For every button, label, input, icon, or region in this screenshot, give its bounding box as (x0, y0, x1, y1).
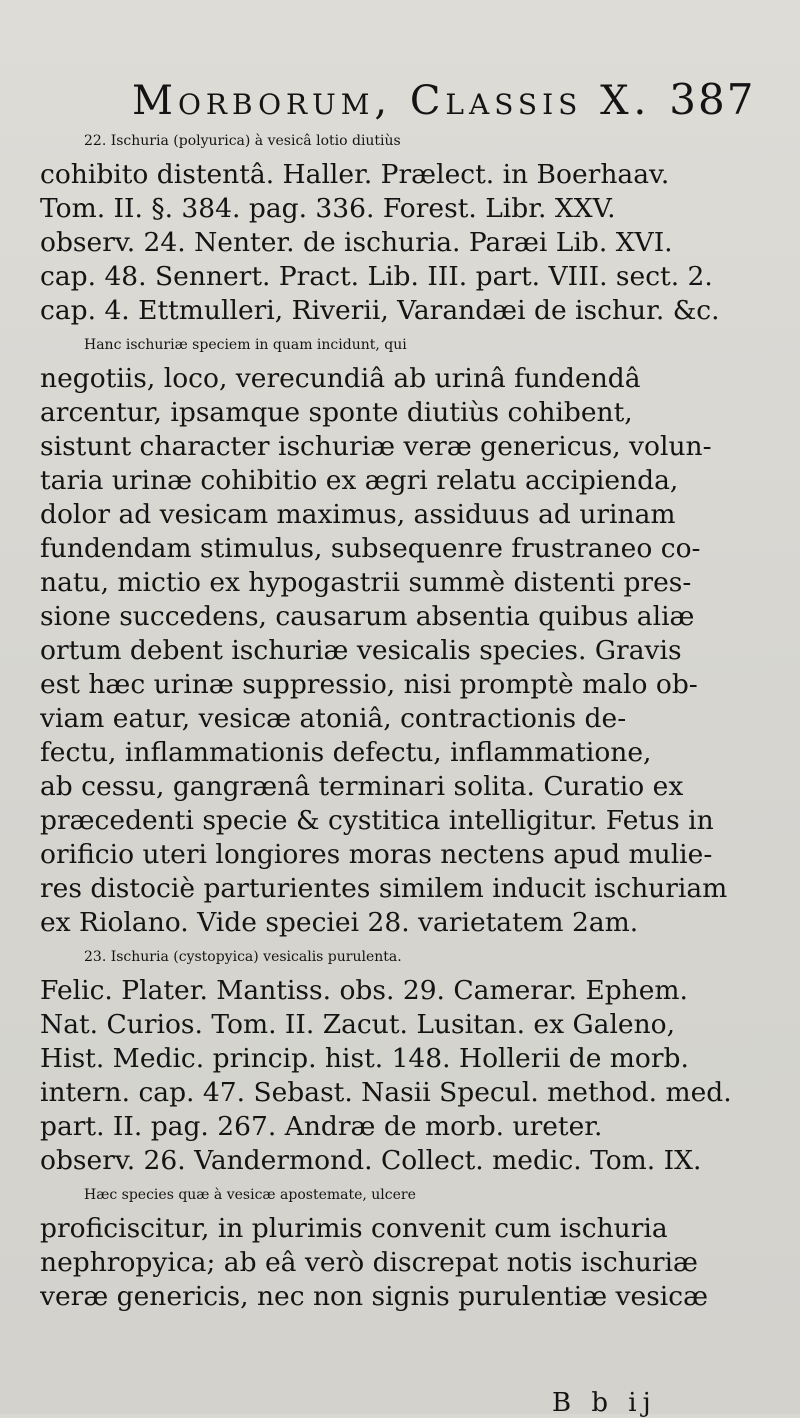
text-line: ortum debent ischuriæ vesicalis species. Gravis (40, 635, 682, 666)
text-line: part. II. pag. 267. Andræ de morb. ureter. (40, 1111, 603, 1142)
text-line: arcentur, ipsamque sponte diutiùs cohibent, (40, 397, 633, 428)
text-line: orificio uteri longiores moras nectens apud mulie- (40, 839, 713, 870)
text-line: nephropyica; ab eâ verò discrepat notis ischuriæ (40, 1247, 698, 1278)
text-line: Nat. Curios. Tom. II. Zacut. Lusitan. ex Galeno, (40, 1009, 676, 1040)
text-line: est hæc urinæ suppressio, nisi promptè malo ob- (40, 669, 698, 700)
text-line: sistunt character ischuriæ veræ genericus, volun- (40, 431, 712, 462)
text-line: Hist. Medic. princip. hist. 148. Hollerii de morb. (40, 1043, 689, 1074)
header-title: Morborum, Classis X. (132, 78, 652, 124)
page-number: 387 (669, 75, 756, 124)
text-line: cohibito distentâ. Haller. Prælect. in Boerhaav. (40, 159, 670, 190)
text-line: observ. 24. Nenter. de ischuria. Paræi Lib. XVI. (40, 227, 673, 258)
text-line: Hanc ischuriæ speciem in quam incidunt, qui (84, 337, 407, 353)
text-line: sione succedens, causarum absentia quibus aliæ (40, 601, 695, 632)
text-line: taria urinæ cohibitio ex ægri relatu accipienda, (40, 465, 679, 496)
text-line: ab cessu, gangrænâ terminari solita. Curatio ex (40, 771, 684, 802)
text-line: observ. 26. Vandermond. Collect. medic. Tom. IX. (40, 1145, 702, 1176)
text-line: viam eatur, vesicæ atoniâ, contractionis de- (40, 703, 627, 734)
text-line: 22. Ischuria (polyurica) à vesicâ lotio diutiùs (84, 133, 401, 149)
text-line: negotiis, loco, verecundiâ ab urinâ fundendâ (40, 363, 641, 394)
text-line: præcedenti specie & cystitica intelligitur. Fetus in (40, 805, 714, 836)
body-text (40, 124, 768, 1314)
text-line: proficiscitur, in plurimis convenit cum ischuria (40, 1213, 668, 1244)
text-line: natu, mictio ex hypogastrii summè distenti pres- (40, 567, 692, 598)
text-line: Felic. Plater. Mantiss. obs. 29. Camerar. Ephem. (40, 975, 688, 1006)
text-line: res distociè parturientes similem inducit ischuriam (40, 873, 728, 904)
text-line: veræ genericis, nec non signis purulentiæ vesicæ (40, 1281, 709, 1312)
running-header (132, 74, 772, 127)
text-line: Hæc species quæ à vesicæ apostemate, ulcere (84, 1187, 416, 1203)
text-line: 23. Ischuria (cystopyica) vesicalis purulenta. (84, 949, 402, 965)
text-line: cap. 48. Sennert. Pract. Lib. III. part. VIII. sect. 2. (40, 261, 713, 292)
text-line: Tom. II. §. 384. pag. 336. Forest. Libr. XXV. (40, 193, 616, 224)
signature-mark: B b ij (552, 1388, 657, 1418)
text-line: fundendam stimulus, subsequenre frustraneo co- (40, 533, 701, 564)
text-line: fectu, inflammationis defectu, inflammatione, (40, 737, 652, 768)
text-line: ex Riolano. Vide speciei 28. varietatem 2am. (40, 907, 639, 938)
text-line: cap. 4. Ettmulleri, Riverii, Varandæi de ischur. &c. (40, 295, 720, 326)
text-line: intern. cap. 47. Sebast. Nasii Specul. method. med. (40, 1077, 732, 1108)
text-line: dolor ad vesicam maximus, assiduus ad urinam (40, 499, 676, 530)
